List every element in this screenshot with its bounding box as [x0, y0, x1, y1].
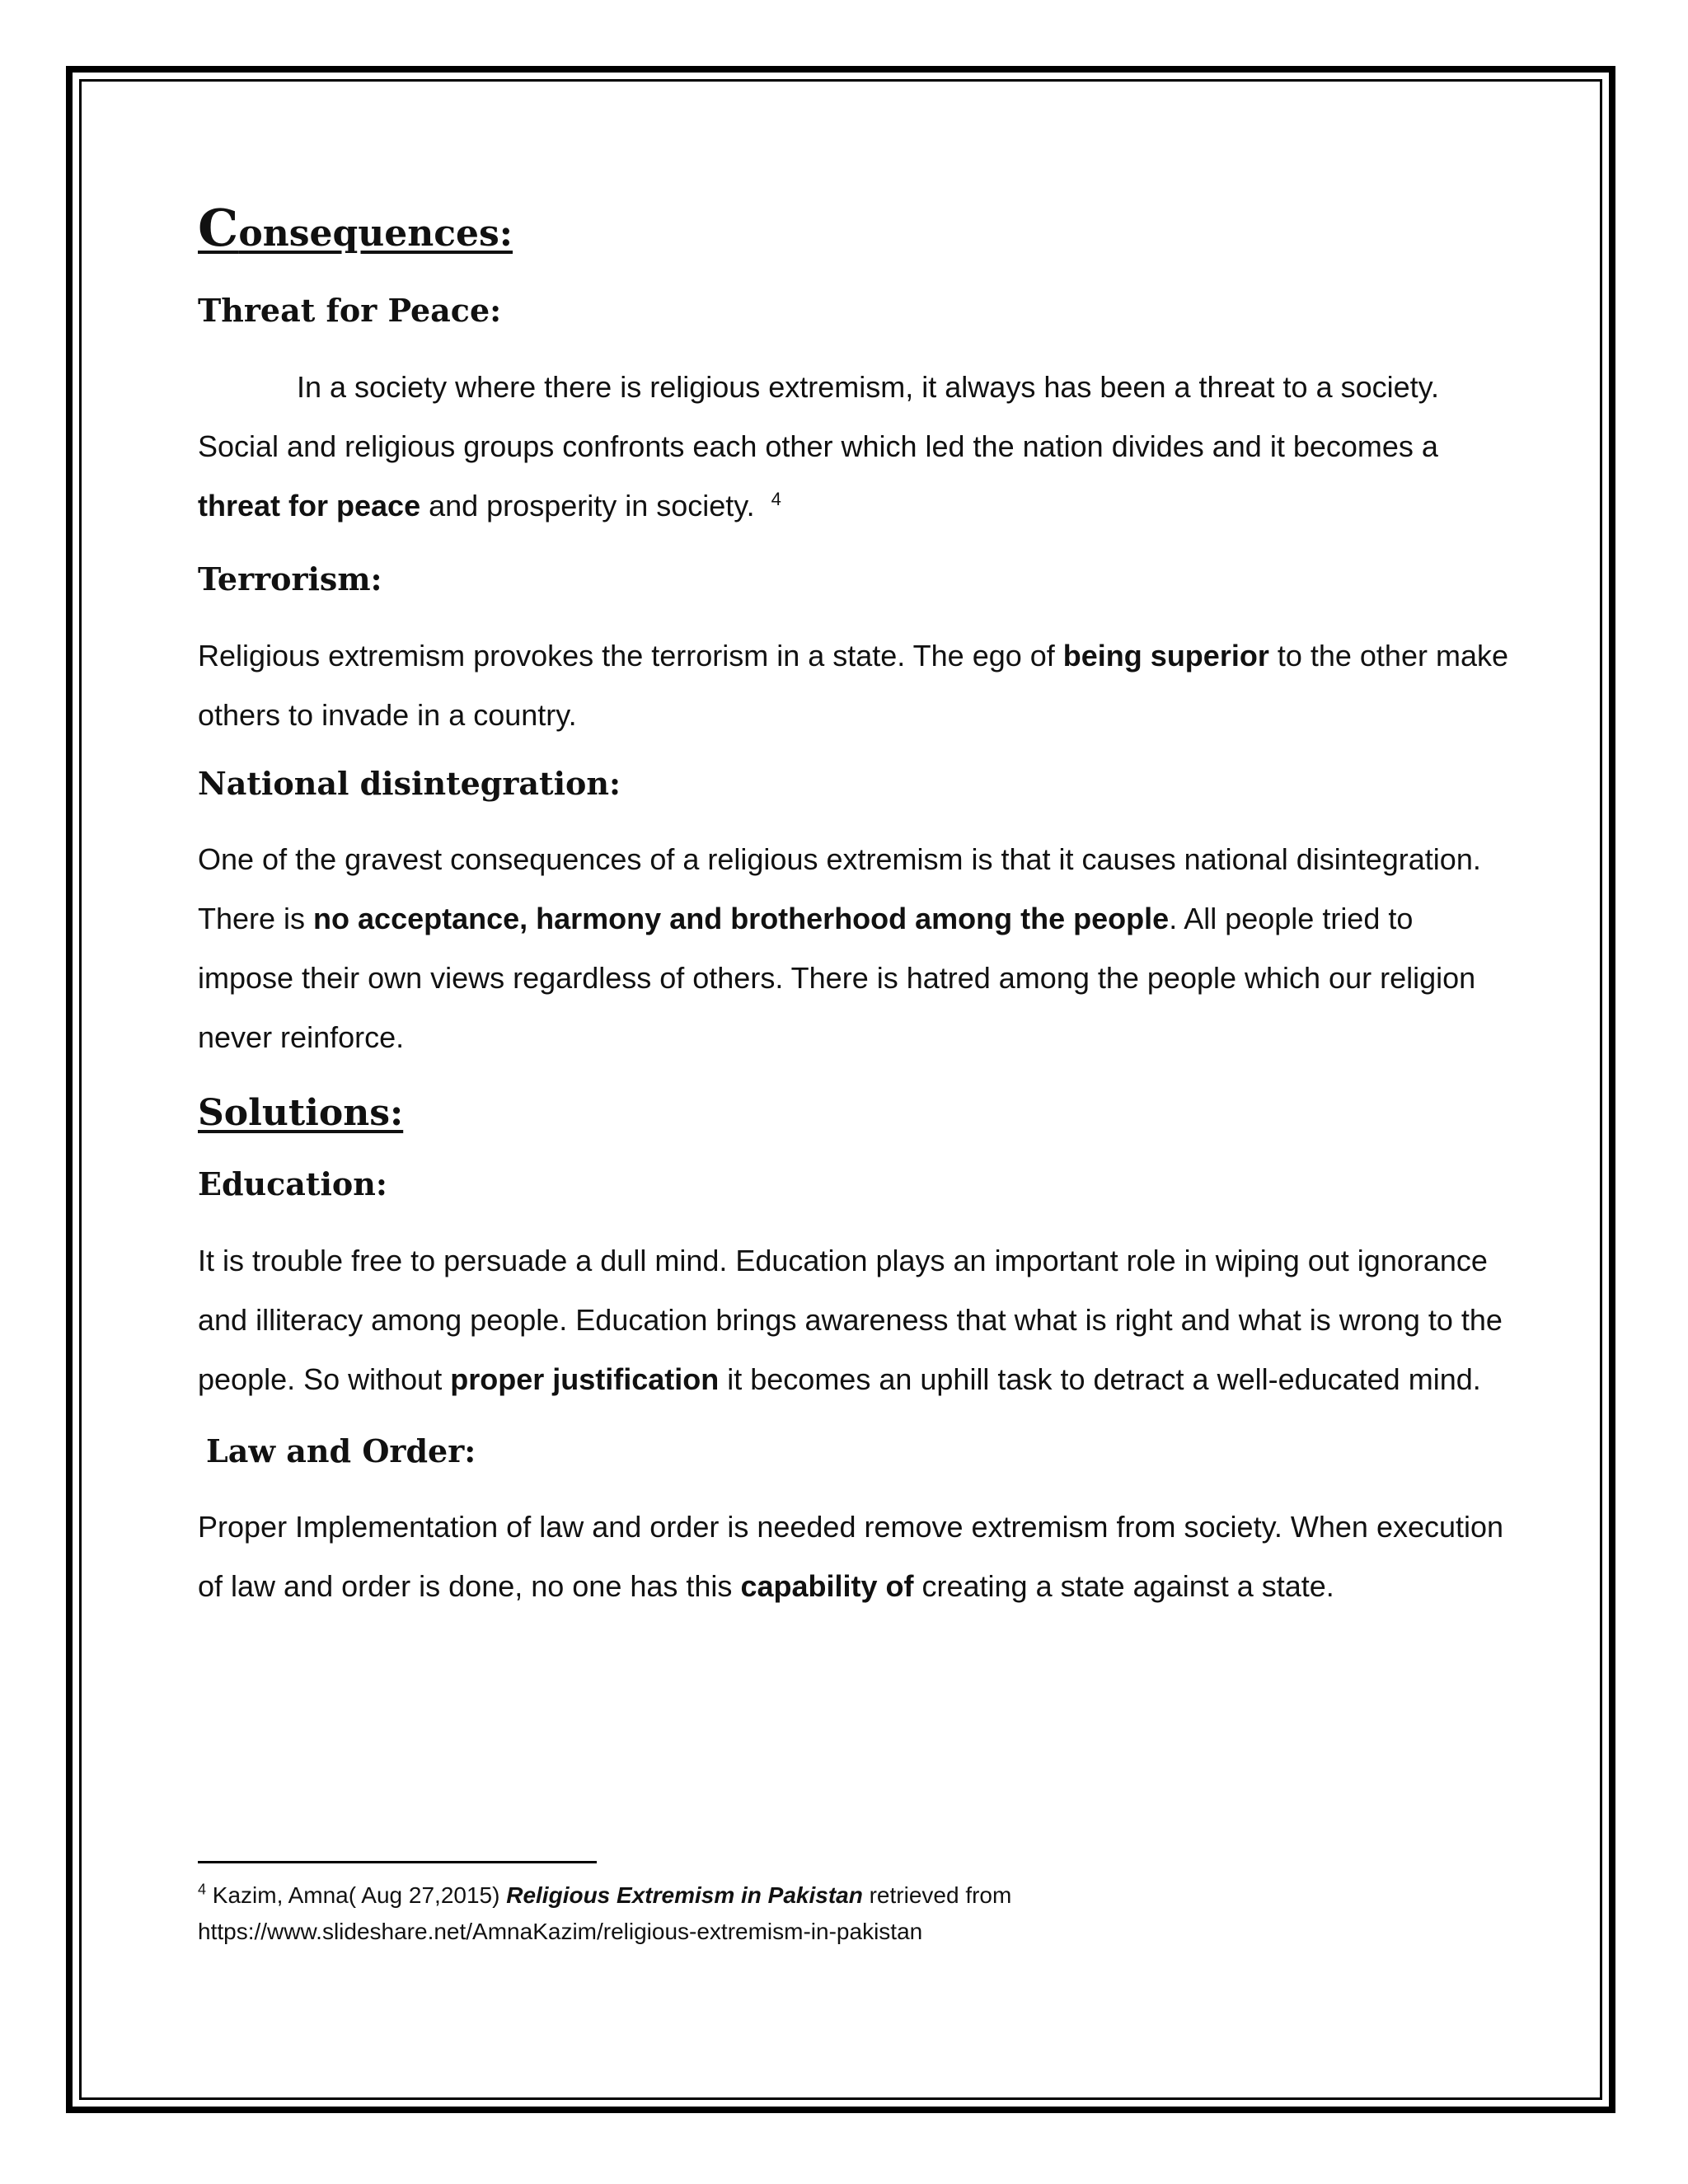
terrorism-heading: Terrorism:: [198, 560, 382, 598]
law-heading: Law and Order:: [206, 1432, 476, 1469]
document-body: [198, 188, 1517, 1616]
solutions-heading: Solutions:: [198, 1092, 404, 1135]
footnote-url: https://www.slideshare.net/AmnaKazim/religious-extremism-in-pakistan: [198, 1919, 923, 1944]
footnote-number: 4: [198, 1881, 207, 1898]
threat-paragraph: In a society where there is religious extremism, it always has been a threat to a society. Social and religious groups confronts each other which led the nation divides and it becomes a threat for peace and prosperity in society. $^4$: [198, 369, 1439, 523]
education-heading: Education:: [198, 1165, 387, 1202]
national-heading: National disintegration:: [198, 764, 621, 802]
national-paragraph: One of the gravest consequences of a religious extremism is that it causes national disintegration. There is no acceptance, harmony and brotherhood among the people. All people tried to impose their own views regardless of others. There is hatred among the people which our religion never reinforce.: [198, 842, 1481, 1055]
footnote-ref: 4: [771, 488, 781, 509]
footnote: $^4$ Kazim, Amna( Aug 27,2015) Religious Extremism in Pakistan retrieved from https://www.slideshare.net/AmnaKazim/religious-extremism-in-pakistan: [198, 1881, 1012, 1944]
law-paragraph: Proper Implementation of law and order is needed remove extremism from society. When execution of law and order is done, no one has this capability of creating a state against a state.: [198, 1510, 1504, 1604]
consequences-heading: Consequences:: [198, 198, 513, 258]
footnote-separator: [198, 1861, 597, 1863]
threat-heading: Threat for Peace:: [198, 292, 502, 330]
footnote-title: Religious Extremism in Pakistan: [506, 1882, 863, 1908]
terrorism-paragraph: Religious extremism provokes the terrorism in a state. The ego of being superior to the other make others to invade in a country.: [198, 638, 1508, 732]
education-paragraph: It is trouble free to persuade a dull mind. Education plays an important role in wiping out ignorance and illiteracy among people. Education brings awareness that what is right and what is wrong to the people. So without proper justification it becomes an uphill task to detract a well-educated mind.: [198, 1243, 1503, 1396]
